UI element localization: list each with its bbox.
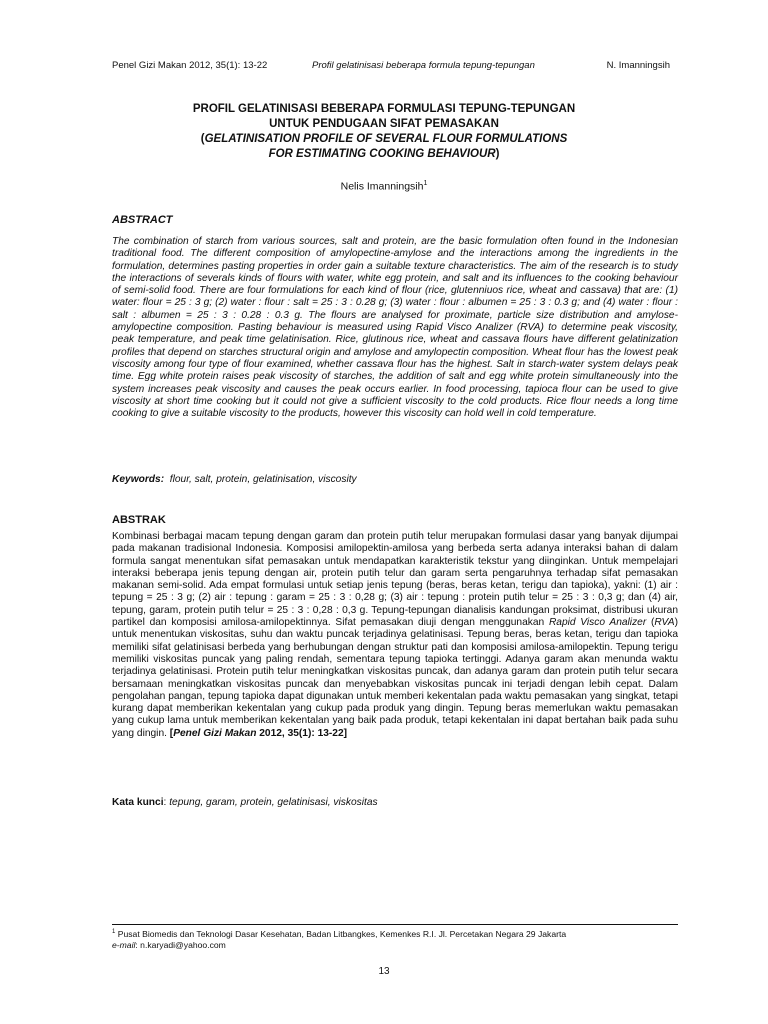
title-en-line-1 [110, 132, 658, 147]
keywords-line [112, 474, 678, 486]
footnote-email-label: e-mail [112, 940, 136, 951]
page-number: 13 [378, 966, 390, 977]
title-id-line-1: PROFIL GELATINISASI BEBERAPA FORMULASI TEPUNG-TEPUNGAN [192, 103, 576, 115]
title-en-line-2 [110, 147, 658, 162]
abstrak-text-part-1: Kombinasi berbagai macam tepung dengan garam dan protein putih telur merupakan formulasi dasar yang banyak dijumpai pada makanan tradisional Indonesia. Komposisi amilopektin-amilosa yang berbeda serta adanya interaksi bahan di dalam formula sangat menentukan sifat pemasakan untuk mendapatkan karakteristik tekstur yang diinginkan. Untuk mempelajari interaksi beberapa jenis tepung dengan air, protein putih telur dan garam serta pengaruhnya terhadap sifat pemasakan makanan semi-solid. Ada empat formulasi untuk setiap jenis tepung (beras, beras ketan, terigu dan tapioka), yakni: (1) air : tepung = 25 : 3 g; (2) air : tepung : garam = 25 : 3 : 0,28 g; (3) air : tepung : protein putih telur = 25 : 3 : 0,3 g; dan (4) air, tepung, garam, protein putih telur = 25 : 3 : 0,28 : 0,3 g. Tepung-tepungan dianalisis kandungan proksimat, distribusi ukuran partikel dan komposisi amilosa-amilopektinnya. Sifat pemasakan diuji dengan menggunakan [112, 531, 678, 629]
article-title [110, 102, 658, 162]
footnote-affiliation: Pusat Biomedis dan Teknologi Dasar Kesehatan, Badan Litbangkes, Kemenkes R.I. Jl. Percetakan Negara 29 Jakarta [115, 928, 567, 939]
kata-kunci-value: tepung, garam, protein, gelatinisasi, viskositas [169, 797, 378, 808]
kata-kunci-separator: : [163, 797, 170, 808]
keywords-label: Keywords: [112, 474, 165, 485]
kata-kunci-line [112, 797, 678, 809]
title-en-text-1: GELATINISATION PROFILE OF SEVERAL FLOUR FORMULATIONS [204, 133, 568, 145]
footnote-affiliation-line [112, 927, 678, 940]
citation-details: 2012, 35(1): 13-22] [256, 727, 348, 739]
kata-kunci-label: Kata kunci [112, 797, 164, 808]
footnote-email: : n.karyadi@yahoo.com [135, 940, 226, 951]
footnote-email-line [112, 940, 678, 952]
author-affiliation-mark: 1 [423, 180, 428, 187]
abstrak-heading: ABSTRAK [112, 514, 166, 526]
abstrak-rva-open: ( [646, 617, 655, 629]
running-head-author: N. Imanningsih [606, 60, 670, 71]
author-name: Nelis Imanningsih [340, 180, 424, 193]
footnote-mark: 1 [112, 929, 116, 935]
abstrak-rva-abbr: RVA [654, 617, 675, 629]
abstract-text: The combination of starch from various sources, salt and protein, are the basic formulation often found in the Indonesian traditional food. The different composition of amylopectine-amylose and the interactions among the ingredients in the formulation, determines pasting properties in order gain a suitable texture characteristics. The aim of the research is to study the interactions of severals kinds of flours with water, white egg protein, and salt and its influences to the cooking behaviour of semi-solid food. There are four formulations for each kind of flour (rice, glutenniuos rice, wheat and cassava) that are: (1) water: flour = 25 : 3 g; (2) water : flour : salt = 25 : 3 : 0.28 g; (3) water : flour : albumen = 25 : 3 : 0.3 g; and (4) water : flour : salt : albumen = 25 : 3 : 0.28 : 0.3 g. The flours are analysed for proximate, particle size distribution and amylose-amylopectine composition. Pasting behaviour is measured using Rapid Visco Analizer (RVA) to determine peak viscosity, peak temperature, and peak time gelatinisation. Rice, glutinous rice, wheat and cassava flours have different gelatinization profiles that depend on starches structural origin and amylose and amylopectin composition. Wheat flour has the lowest peak viscosity among four type of flour examined, whether cassava flour has the highest. Salt in starch-water system delays peak time. Egg white protein raises peak viscosity of starches, the addition of salt and egg white protein simultaneously into the system increases peak viscosity and causes the peak occurs earlier. In food processing, tapioca flour can be used to give viscosity at short time cooking but it could not give a sufficient viscosity to the cold products. Rice flour needs a long time cooking to give a suitable viscosity to the products, however this viscosity can hold well in cold temperature. [112, 236, 678, 420]
title-en-text-2: FOR ESTIMATING COOKING BEHAVIOUR [268, 148, 496, 160]
title-id-line-2: UNTUK PENDUGAAN SIFAT PEMASAKAN [269, 118, 499, 130]
running-head-title: Profil gelatinisasi beberapa formula tepung-tepungan [312, 60, 535, 71]
abstract-heading: ABSTRACT [112, 214, 173, 226]
citation-journal: Penel Gizi Makan [173, 727, 257, 739]
author-line [0, 180, 768, 193]
abstrak-text [112, 531, 678, 740]
footnote [112, 927, 678, 952]
citation-open: [ [169, 727, 174, 739]
footnote-divider [112, 924, 678, 925]
abstrak-rva-name: Rapid Visco Analizer [548, 617, 647, 629]
title-en-open-paren: ( [200, 133, 205, 145]
running-head-citation: Penel Gizi Makan 2012, 35(1): 13-22 [112, 60, 268, 71]
running-head [112, 58, 670, 74]
keywords-value: flour, salt, protein, gelatinisation, viscosity [169, 474, 357, 485]
abstrak-text-part-2: ) untuk menentukan viskositas, suhu dan waktu puncak terjadinya gelatinisasi. Tepung beras, beras ketan, terigu dan tapioka memiliki sifat gelatinisasi berbeda yang berhubungan dengan struktur pati dan komposisi amilosa-amilopektin. Tepung terigu memiliki viskositas puncak yang paling rendah, sementara tepung tapioka tertinggi. Adanya garam akan menunda waktu terjadinya gelatinisasi. Protein putih telur meningkatkan viskositas puncak, dan adanya garam dan protein putih telur secara bersamaan meningkatkan viskositas puncak dan menyebabkan viskositas puncak ini terjadi dengan lebih cepat. Dalam pengolahan pangan, tepung tapioka dapat digunakan untuk memberi kekentalan pada waktu pemasakan yang singkat, tetapi kurang dapat memberikan kekentalan yang cukup pada produk yang dingin. Tepung beras memerlukan waktu pemasakan yang cukup lama untuk memberikan kekentalan yang baik pada produk, tetapi kekentalan ini dapat bertahan baik pada suhu yang dingin. [112, 617, 678, 739]
title-en-close-paren: ) [495, 148, 500, 160]
